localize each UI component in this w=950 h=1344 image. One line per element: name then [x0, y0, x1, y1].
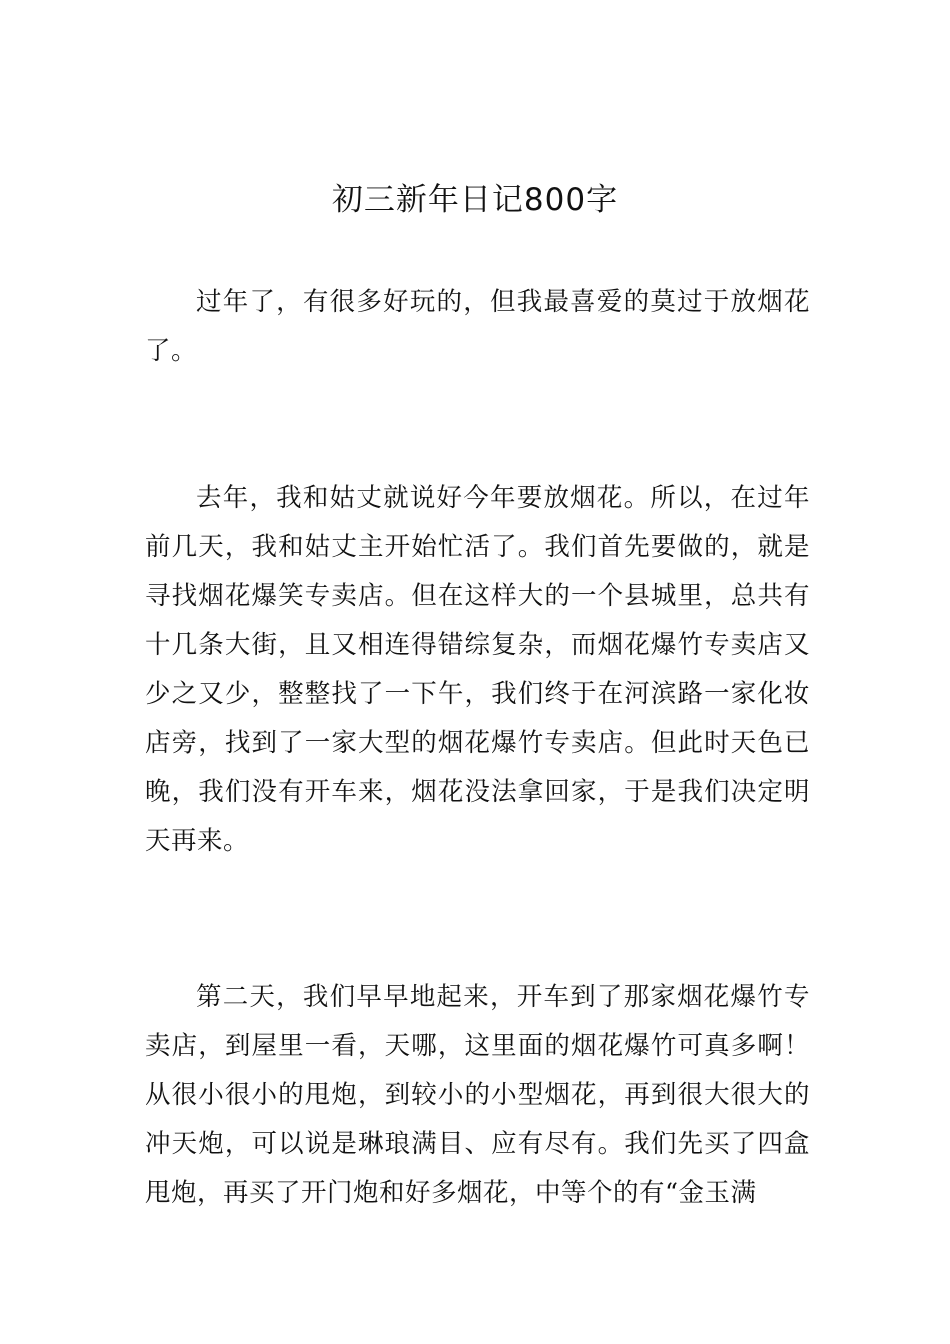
document-title: 初三新年日记800字 [331, 182, 619, 218]
paragraph-3: 第二天，我们早早地起来，开车到了那家烟花爆竹专卖店，到屋里一看，天哪，这里面的烟花爆竹可真多啊！从很小很小的甩炮，到较小的小型烟花，再到很大很大的冲天炮，可以说是琳琅满目、应有尽有。我们先买了四盒甩炮，再买了开门炮和好多烟花，中等个的有“金玉满 [145, 982, 810, 1208]
paragraph-2: 去年，我和姑丈就说好今年要放烟花。所以，在过年前几天，我和姑丈主开始忙活了。我们首先要做的，就是寻找烟花爆笑专卖店。但在这样大的一个县城里，总共有十几条大街，且又相连得错综复杂，而烟花爆竹专卖店又少之又少，整整找了一下午，我们终于在河滨路一家化妆店旁，找到了一家大型的烟花爆竹专卖店。但此时天色已晚，我们没有开车来，烟花没法拿回家，于是我们决定明天再来。 [145, 483, 810, 856]
paragraph-1: 过年了，有很多好玩的，但我最喜爱的莫过于放烟花了。 [145, 287, 810, 366]
